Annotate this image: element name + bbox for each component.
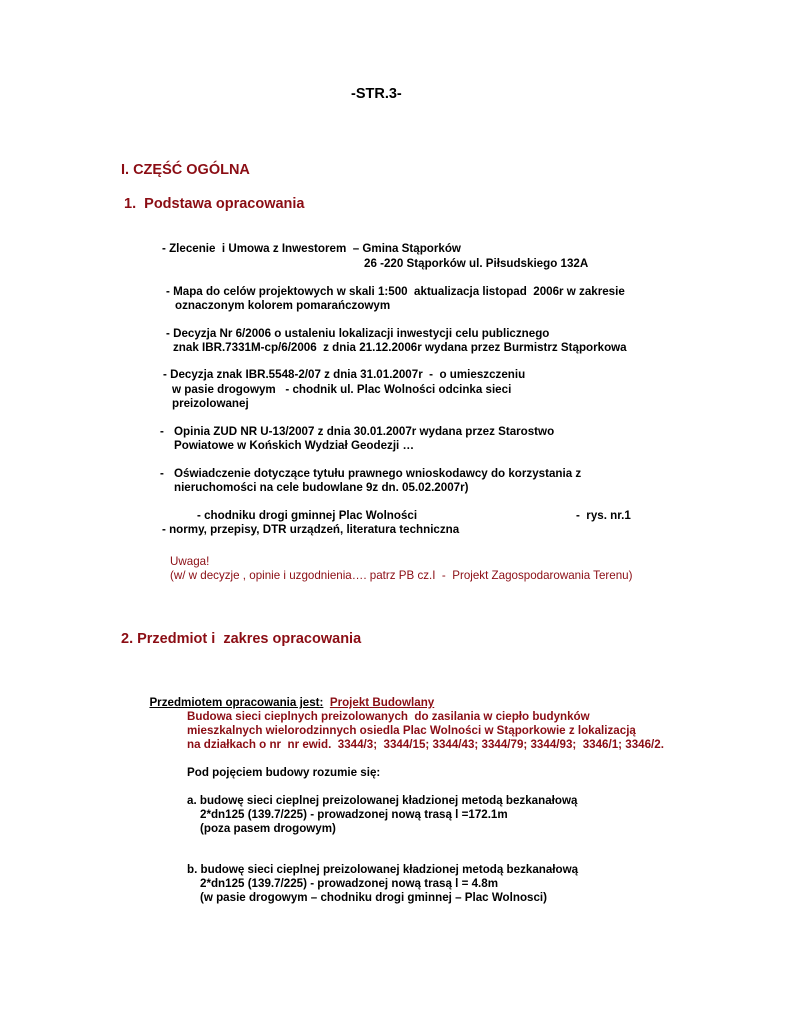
scope-item: (w pasie drogowym – chodniku drogi gminnej – Plac Wolnosci) bbox=[200, 891, 548, 904]
list-item: 26 -220 Stąporków ul. Piłsudskiego 132A bbox=[364, 257, 589, 270]
list-item: nieruchomości na cele budowlane 9z dn. 05.02.2007r) bbox=[174, 481, 469, 494]
subject-label: Przedmiotem opracowania jest: bbox=[149, 696, 324, 709]
section-1-subtitle: 1. Podstawa opracowania bbox=[124, 196, 305, 212]
drawing-reference: - rys. nr.1 bbox=[576, 509, 631, 522]
scope-item: (poza pasem drogowym) bbox=[200, 822, 336, 835]
scope-item: b. budowę sieci cieplnej preizolowanej kładzionej metodą bezkanałową bbox=[187, 863, 579, 876]
list-item: Opinia ZUD NR U-13/2007 z dnia 30.01.2007r wydana przez Starostwo bbox=[174, 425, 555, 438]
scope-heading: Pod pojęciem budowy rozumie się: bbox=[187, 766, 381, 779]
note-text: (w/ w decyzje , opinie i uzgodnienia…. patrz PB cz.I - Projekt Zagospodarowania Terenu) bbox=[170, 569, 633, 582]
page-number: -STR.3- bbox=[351, 86, 402, 102]
description-line: na działkach o nr nr ewid. 3344/3; 3344/15; 3344/43; 3344/79; 3344/93; 3346/1; 3346/2. bbox=[187, 738, 664, 751]
list-dash: - bbox=[160, 425, 164, 438]
note-title: Uwaga! bbox=[170, 555, 210, 568]
list-item: - Decyzja Nr 6/2006 o ustaleniu lokalizacji inwestycji celu publicznego bbox=[166, 327, 550, 340]
section-1-title: I. CZĘŚĆ OGÓLNA bbox=[121, 162, 250, 178]
list-item: - normy, przepisy, DTR urządzeń, literatura techniczna bbox=[162, 523, 460, 536]
list-item: - Decyzja znak IBR.5548-2/07 z dnia 31.01.2007r - o umieszczeniu bbox=[163, 368, 526, 381]
scope-item: a. budowę sieci cieplnej preizolowanej kładzionej metodą bezkanałową bbox=[187, 794, 578, 807]
description-line: Budowa sieci cieplnych preizolowanych do zasilania w ciepło budynków bbox=[187, 710, 590, 723]
scope-item: 2*dn125 (139.7/225) - prowadzonej nową trasą l = 4.8m bbox=[200, 877, 499, 890]
list-item: znak IBR.7331M-cp/6/2006 z dnia 21.12.2006r wydana przez Burmistrz Stąporkowa bbox=[173, 341, 627, 354]
list-item: - Mapa do celów projektowych w skali 1:500 aktualizacja listopad 2006r w zakresie bbox=[166, 285, 625, 298]
list-item: Oświadczenie dotyczące tytułu prawnego wnioskodawcy do korzystania z bbox=[174, 467, 582, 480]
list-dash: - bbox=[160, 467, 164, 480]
list-item: Powiatowe w Końskich Wydział Geodezji … bbox=[174, 439, 415, 452]
list-item: - Zlecenie i Umowa z Inwestorem – Gmina Stąporków bbox=[162, 242, 461, 255]
section-2-title: 2. Przedmiot i zakres opracowania bbox=[121, 631, 362, 647]
list-item: preizolowanej bbox=[172, 397, 249, 410]
scope-item: 2*dn125 (139.7/225) - prowadzonej nową trasą l =172.1m bbox=[200, 808, 508, 821]
list-item: w pasie drogowym - chodnik ul. Plac Wolności odcinka sieci bbox=[172, 383, 512, 396]
list-item: - chodniku drogi gminnej Plac Wolności bbox=[197, 509, 418, 522]
list-item: oznaczonym kolorem pomarańczowym bbox=[175, 299, 391, 312]
description-line: mieszkalnych wielorodzinnych osiedla Plac Wolności w Stąporkowie z lokalizacją bbox=[187, 724, 636, 737]
subject-value: Projekt Budowlany bbox=[329, 696, 435, 709]
subject-line bbox=[143, 680, 434, 710]
